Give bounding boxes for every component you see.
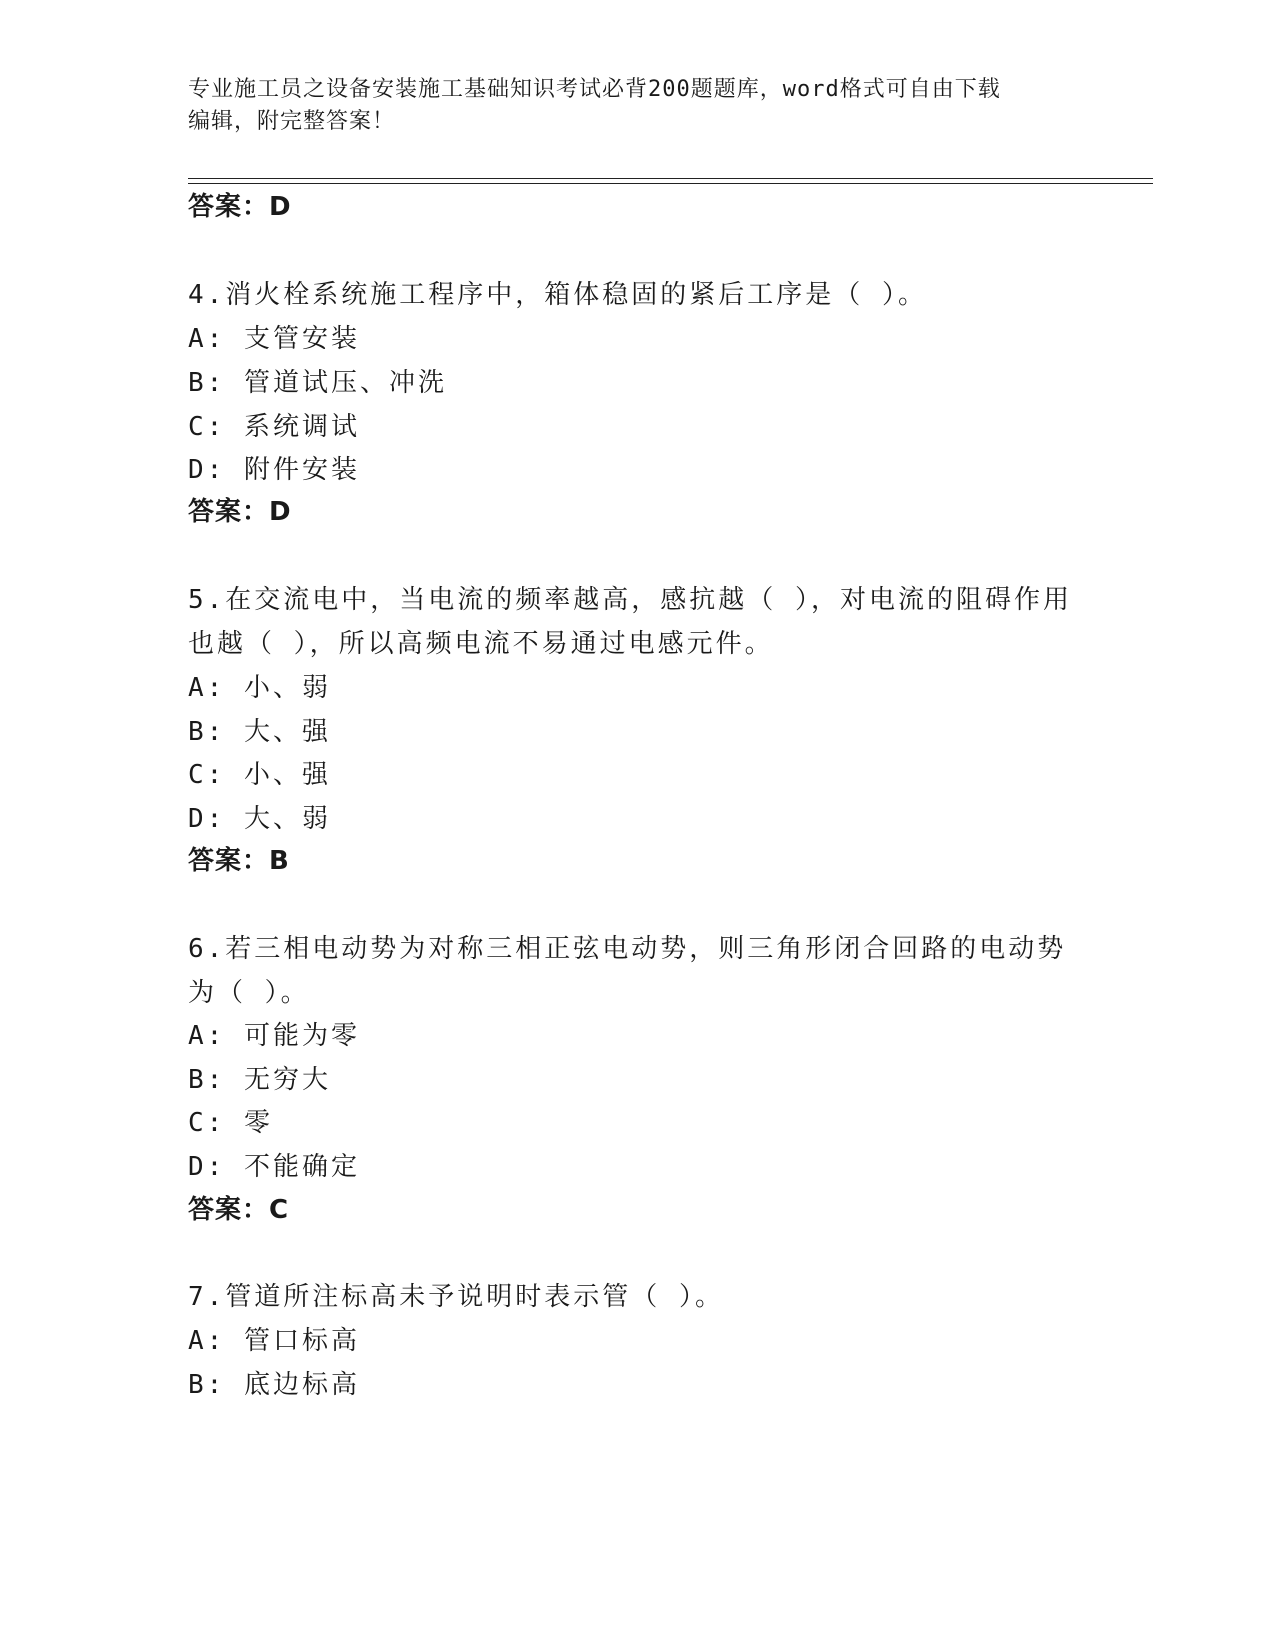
question-5-option-b: B: 大、强: [188, 717, 331, 747]
question-4-option-d: D: 附件安装: [188, 455, 360, 485]
question-6-option-b: B: 无穷大: [188, 1065, 331, 1095]
question-4-answer: 答案：D: [188, 497, 292, 527]
header-title-line2: 编辑，附完整答案！: [188, 109, 396, 134]
question-6-answer: 答案：C: [188, 1195, 290, 1225]
document-header: [188, 74, 1068, 138]
question-6-option-d: D: 不能确定: [188, 1152, 360, 1182]
question-4-option-a: A: 支管安装: [188, 324, 360, 354]
question-4-option-b: B: 管道试压、冲洗: [188, 368, 447, 398]
header-divider-bottom: [188, 183, 1153, 184]
question-5-text-line1: 5.在交流电中，当电流的频率越高，感抗越（ ），对电流的阻碍作用: [188, 585, 1072, 615]
question-5-option-c: C: 小、强: [188, 760, 331, 790]
question-7-option-a: A: 管口标高: [188, 1326, 360, 1356]
previous-answer: 答案：D: [188, 192, 292, 222]
question-5-answer: 答案：B: [188, 846, 290, 876]
question-7-text: 7.管道所注标高未予说明时表示管（ ）。: [188, 1282, 724, 1312]
question-6-text-line2: 为（ ）。: [188, 978, 310, 1008]
question-7-option-b: B: 底边标高: [188, 1370, 360, 1400]
question-5-text-line2: 也越（ ），所以高频电流不易通过电感元件。: [188, 629, 774, 659]
question-6-option-a: A: 可能为零: [188, 1021, 360, 1051]
question-6-text-line1: 6.若三相电动势为对称三相正弦电动势，则三角形闭合回路的电动势: [188, 934, 1067, 964]
question-4-text: 4.消火栓系统施工程序中，箱体稳固的紧后工序是（ ）。: [188, 280, 927, 310]
question-4-option-c: C: 系统调试: [188, 412, 360, 442]
header-divider-top: [188, 178, 1153, 179]
question-5-option-d: D: 大、弱: [188, 804, 331, 834]
question-6-option-c: C: 零: [188, 1108, 273, 1138]
header-title-line1: 专业施工员之设备安装施工基础知识考试必背200题题库，word格式可自由下载: [188, 77, 1001, 102]
question-5-option-a: A: 小、弱: [188, 673, 331, 703]
